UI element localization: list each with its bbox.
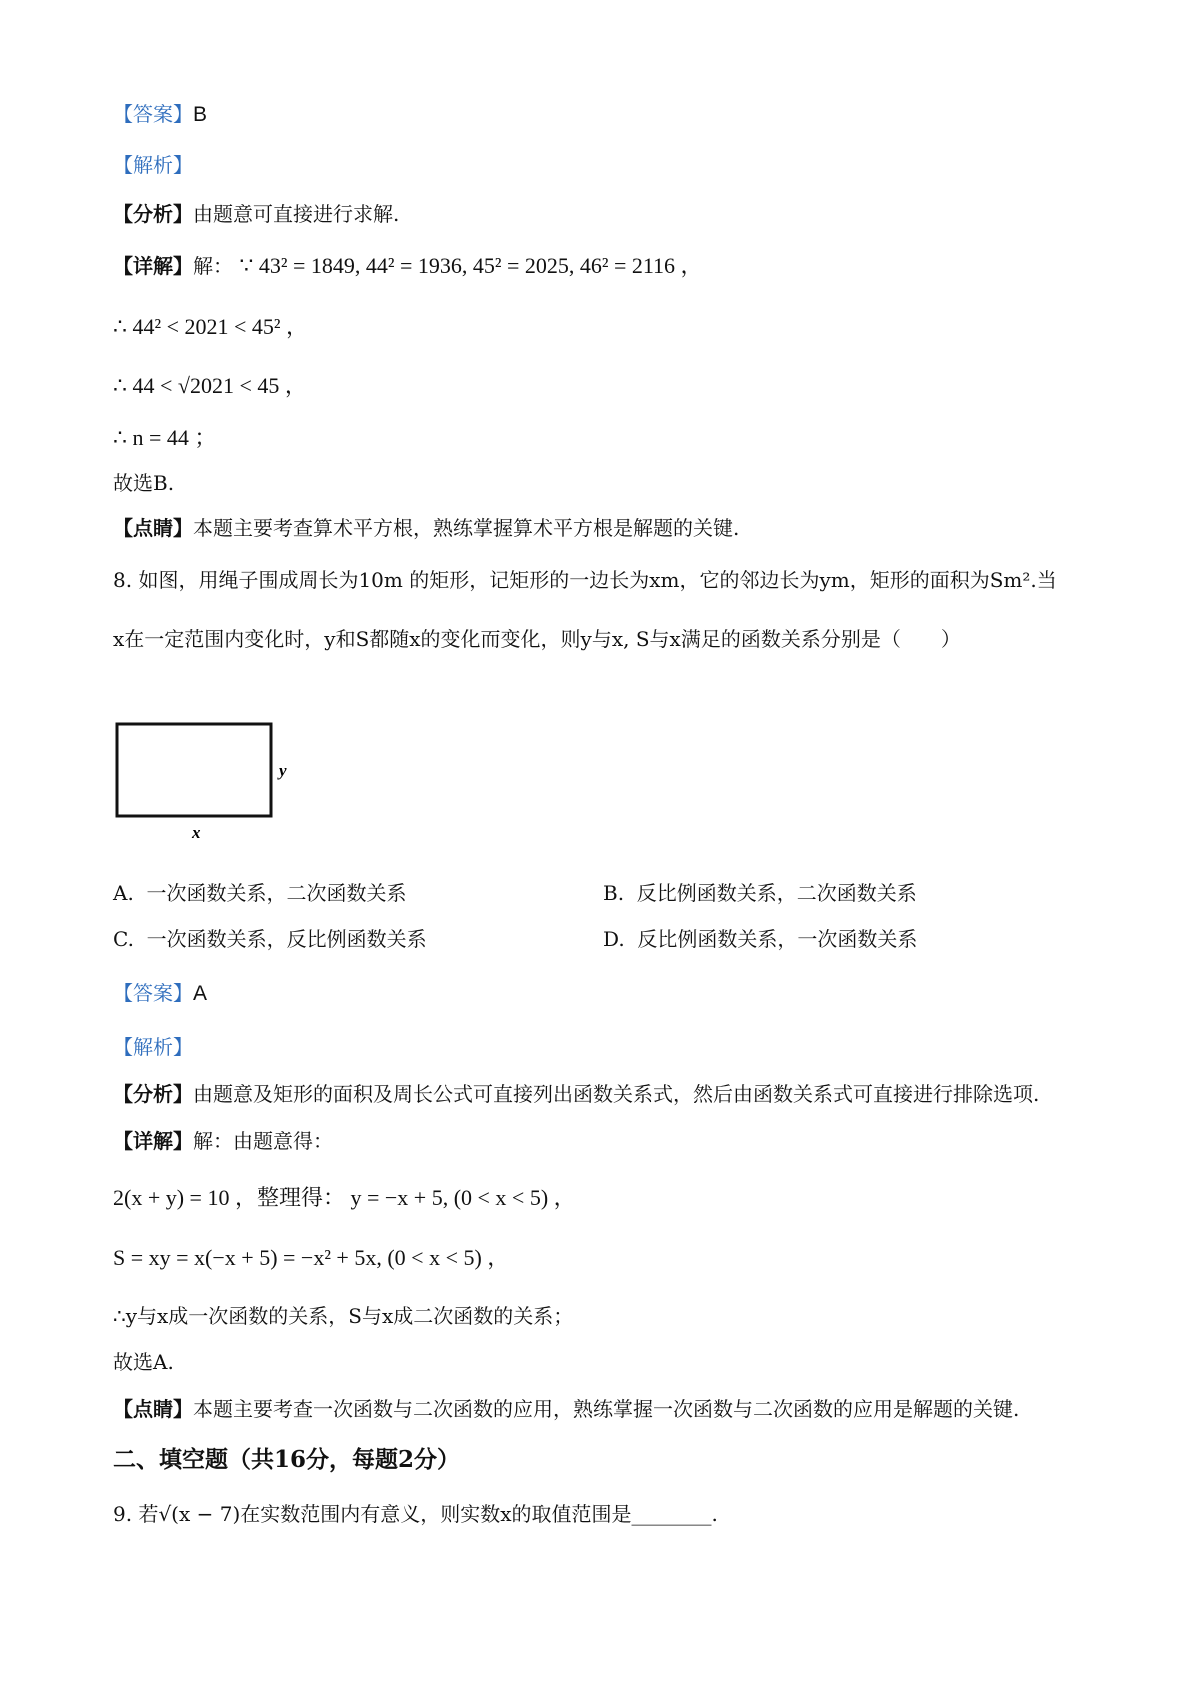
option-key: C. <box>113 927 134 951</box>
q8-analysis-tag: 【解析】 <box>113 1035 193 1059</box>
fenxi-tag: 【分析】 <box>113 1082 193 1106</box>
q8-xiangjie <box>113 1127 333 1155</box>
q7-eq2: ∴ 44² < 2021 < 45² ， <box>113 314 309 339</box>
q8-fenxi <box>113 1080 1039 1108</box>
option-key: A. <box>113 881 134 905</box>
rectangle-shape <box>117 724 271 816</box>
q8-eq1: 2(x + y) = 10 ，整理得： y = −x + 5, (0 < x < 5) ， <box>113 1185 576 1210</box>
q7-eq1: ∵ 43² = 1849, 44² = 1936, 45² = 2025, 46² = 2116 ， <box>239 253 703 278</box>
option-text: 一次函数关系，反比例函数关系 <box>146 927 427 951</box>
dianjing-tag: 【点睛】 <box>113 516 193 540</box>
q7-fenxi <box>113 200 399 228</box>
xiangjie-tag: 【详解】 <box>113 1129 193 1153</box>
option-b[interactable] <box>603 879 917 907</box>
q8-eq3: ∴y与x成一次函数的关系，S与x成二次函数的关系； <box>113 1304 574 1328</box>
option-c[interactable] <box>113 925 427 953</box>
q7-xiangjie <box>113 252 703 280</box>
option-key: D. <box>603 927 625 951</box>
option-d[interactable] <box>603 925 917 953</box>
xiangjie-text: 解：由题意得： <box>193 1129 333 1153</box>
q8-stem-line1: 8. 如图，用绳子围成周长为10m 的矩形，记矩形的一边长为xm，它的邻边长为ym，矩形的面积为Sm².当 <box>113 568 1057 592</box>
q7-answer <box>113 100 207 129</box>
label-x: x <box>192 823 201 840</box>
option-text: 一次函数关系，二次函数关系 <box>146 881 407 905</box>
q8-dianjing <box>113 1395 1019 1423</box>
fenxi-tag: 【分析】 <box>113 202 193 226</box>
option-a[interactable] <box>113 879 407 907</box>
q7-eq3: ∴ 44 < √2021 < 45 ， <box>113 373 307 398</box>
fenxi-text: 由题意可直接进行求解. <box>193 202 400 226</box>
q7-choose: 故选B. <box>113 471 175 495</box>
dianjing-text: 本题主要考查算术平方根，熟练掌握算术平方根是解题的关键. <box>193 516 740 540</box>
answer-value: A <box>193 982 208 1005</box>
q8-choose: 故选A. <box>113 1350 174 1374</box>
answer-value: B <box>193 103 208 126</box>
fenxi-text: 由题意及矩形的面积及周长公式可直接列出函数关系式，然后由函数关系式可直接进行排除选项. <box>193 1082 1040 1106</box>
xiangjie-lead: 解： <box>193 254 233 278</box>
q8-rectangle-figure <box>113 722 303 840</box>
dianjing-tag: 【点睛】 <box>113 1397 193 1421</box>
q8-answer <box>113 979 207 1008</box>
answer-tag: 【答案】 <box>113 981 193 1005</box>
q7-dianjing <box>113 514 739 542</box>
dianjing-text: 本题主要考查一次函数与二次函数的应用，熟练掌握一次函数与二次函数的应用是解题的关键. <box>193 1397 1020 1421</box>
section-title: 二、填空题（共16分，每题2分） <box>113 1446 461 1473</box>
option-key: B. <box>603 881 625 905</box>
option-text: 反比例函数关系，一次函数关系 <box>637 927 918 951</box>
answer-tag: 【答案】 <box>113 102 193 126</box>
q9-stem: 9. 若√(x − 7)在实数范围内有意义，则实数x的取值范围是________. <box>113 1502 718 1526</box>
xiangjie-tag: 【详解】 <box>113 254 193 278</box>
q8-stem-line2: x在一定范围内变化时，y和S都随x的变化而变化，则y与x, S与x满足的函数关系分别是（ ） <box>113 627 961 651</box>
option-text: 反比例函数关系，二次函数关系 <box>636 881 917 905</box>
label-y: y <box>279 761 287 780</box>
q8-eq2: S = xy = x(−x + 5) = −x² + 5x, (0 < x < 5) ， <box>113 1245 510 1270</box>
q7-analysis-tag: 【解析】 <box>113 153 193 177</box>
q7-eq4: ∴ n = 44 ； <box>113 425 217 450</box>
